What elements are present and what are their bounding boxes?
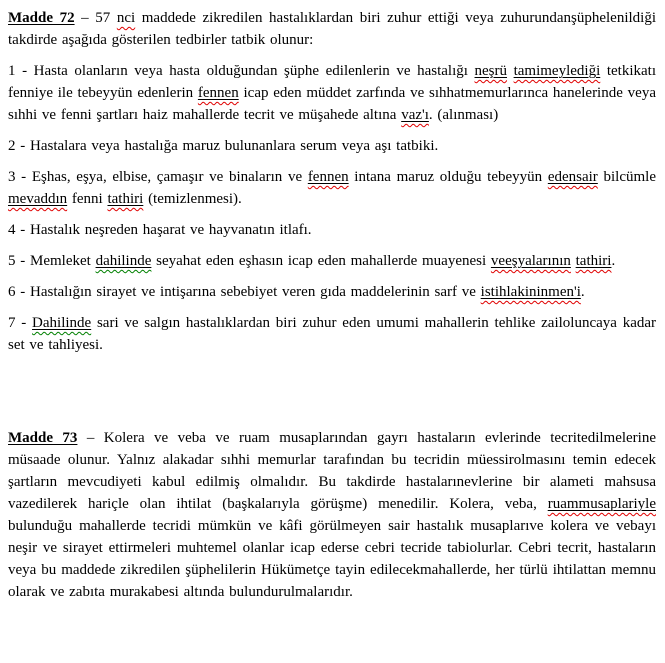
- text-run-underline: Madde 73: [8, 430, 78, 446]
- list-item-4: 4 - Hastalık neşreden haşarat ve hayvanatın itlafı.: [8, 222, 312, 238]
- text-run-spell-red: fennen: [197, 85, 239, 101]
- list-item-5: 5 - Memleket dahilinde seyahat eden eşhasın icap eden mahallerde muayenesi veeşyalarının tathiri.: [8, 253, 616, 269]
- text-run-spell-red: neşrü: [474, 63, 508, 79]
- text-run-spell-red: tamimeylediği: [513, 63, 601, 79]
- text-run-underline: [96, 253, 152, 269]
- text-run-underline: Madde 72: [8, 10, 75, 26]
- text-run-underline: [401, 107, 429, 123]
- text-run-bold: [8, 10, 75, 26]
- text-run-spell-green: dahilinde: [95, 253, 152, 269]
- text-run-underline: [308, 169, 349, 185]
- list-item-1: 1 - Hasta olanların veya hasta olduğundan şüphe edilenlerin ve hastalığı neşrü tamimeylediği tetkikatı fenniye ile tebeyyün edenlerin fennen icap eden müddet zarfında ve sıhhatmemurlarınca hanelerinde veya sıhhi ve fenni şartları haiz mahallerde tecrit ve müşahede altına vaz'ı. (alınması): [8, 63, 657, 123]
- text-run-underline: [107, 191, 143, 207]
- paragraph-madde-72: Madde 72 – 57 nci maddede zikredilen hastalıklardan biri zuhur ettiği veya zuhurundanşüphelenildiği takdirde aşağıda gösterilen tedbirler tatbik olunur:: [8, 10, 657, 48]
- text-run-spell-red: tathiri: [107, 191, 144, 207]
- text-run-underline: [548, 496, 656, 512]
- text-run-spell-red: tathiri: [575, 253, 612, 269]
- text-run-spell-red: istihlakininmen'i: [480, 284, 581, 300]
- text-run-underline: [491, 253, 571, 269]
- list-item-3: 3 - Eşhas, eşya, elbise, çamaşır ve binaların ve fennen intana maruz olduğu tebeyyün edensair bilcümle mevaddın fenni tathiri (temizlenmesi).: [8, 169, 656, 207]
- text-run-spell-red: veeşyalarının: [490, 253, 571, 269]
- text-run-spell-red: nci: [116, 10, 136, 26]
- text-run-underline: [8, 191, 67, 207]
- list-item-6: 6 - Hastalığın sirayet ve intişarına sebebiyet veren gıda maddelerinin sarf ve istihlakininmen'i.: [8, 284, 585, 300]
- text-run-spell-green: Dahilinde: [32, 315, 92, 331]
- text-run-spell-red: mevaddın: [8, 191, 68, 207]
- text-run-spell-red: fennen: [307, 169, 349, 185]
- vertical-gap: [8, 365, 656, 427]
- text-run-spell-red: edensair: [547, 169, 598, 185]
- text-run-underline: [576, 253, 612, 269]
- list-item-7: 7 - Dahilinde sari ve salgın hastalıklardan biri zuhur eden umumi mahallerin tehlike zailoluncaya kadar set ve tahliyesi.: [8, 315, 656, 353]
- text-run-spell-red: ruammusaplariyle: [547, 496, 656, 512]
- text-run-underline: [481, 284, 581, 300]
- paragraph-madde-73: Madde 73 – Kolera ve veba ve ruam musaplarından gayrı hastaların evlerinde tecritedilmelerine müsaade olunur. Yalnız alakadar sıhhi memurlar tarafından bu tecridin müessirolmasını temin edecek şartların mevcudiyeti kabul edilmiş olmalıdır. Bu takdirde hastalarınevlerine bir alameti mahsusa vazedilerek hariçle olan ihtilat (başkalarıyla görüşme) menedilir. Kolera, veba, ruammusaplariyle bulunduğu mahallerde tecridi mümkün ve kâfi görülmeyen sair hastalık musaplarıve kolera ve vebayı neşir ve sirayet ettirmeleri muhtemel olanlar icap ederse cebri tecride tabiolurlar. Cebri tecrit, hastaların veya bu maddede zikredilen şüphelilerin Hükümetçe tayin edilecekmahallerde, her türlü ihtilattan memnu olarak ve zabıta murakabesi altında bulundurulmalarıdır.: [8, 430, 656, 600]
- text-run-bold: [8, 430, 77, 446]
- text-run-spell-red: vaz'ı: [401, 107, 429, 123]
- text-run-underline: [514, 63, 601, 79]
- text-run-underline: [198, 85, 239, 101]
- text-run-underline: [32, 315, 91, 331]
- text-run-underline: [475, 63, 508, 79]
- text-run-underline: [548, 169, 598, 185]
- list-item-2: 2 - Hastalara veya hastalığa maruz bulunanlara serum veya aşı tatbiki.: [8, 138, 439, 154]
